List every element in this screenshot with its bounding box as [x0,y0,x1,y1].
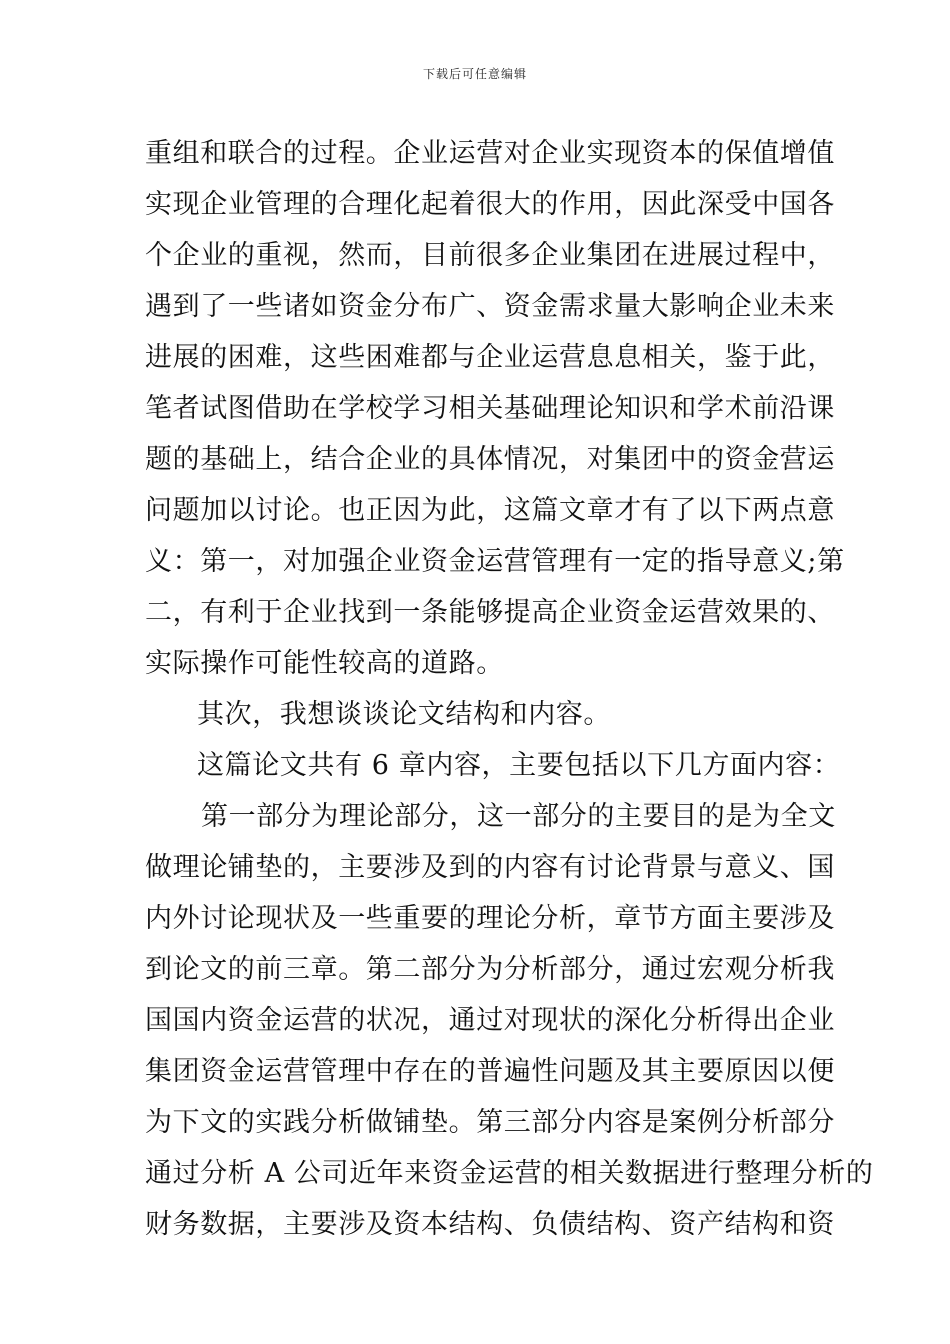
text-line: 实际操作可能性较高的道路。 [145,648,504,679]
text-line: 问题加以讨论。也正因为此，这篇文章才有了以下两点意 [145,495,835,526]
text-line: 内外讨论现状及一些重要的理论分析，章节方面主要涉及 [145,903,835,934]
text-line: 通过分析 A 公司近年来资金运营的相关数据进行整理分析的 [145,1158,874,1189]
paragraph-first-line: 这篇论文共有 6 章内容，主要包括以下几方面内容： [197,750,841,781]
text-line: 二，有利于企业找到一条能够提高企业资金运营效果的、 [145,597,835,628]
text-line: 题的基础上，结合企业的具体情况，对集团中的资金营运 [145,444,835,475]
text-line: 义：第一，对加强企业资金运营管理有一定的指导意义;第 [145,546,845,577]
text-line: 国国内资金运营的状况，通过对现状的深化分析得出企业 [145,1005,835,1036]
paragraph-first-line: 第一部分为理论部分，这一部分的主要目的是为全文 [201,801,836,832]
text-line: 遇到了一些诸如资金分布广、资金需求量大影响企业未来 [145,291,835,322]
paragraph-first-line: 其次，我想谈谈论文结构和内容。 [197,699,611,730]
text-line: 做理论铺垫的，主要涉及到的内容有讨论背景与意义、国 [145,852,835,883]
text-line: 为下文的实践分析做铺垫。第三部分内容是案例分析部分 [145,1107,835,1138]
page-header: 下载后可任意编辑 [422,67,527,81]
text-line: 笔者试图借助在学校学习相关基础理论知识和学术前沿课 [145,393,835,424]
text-line: 财务数据，主要涉及资本结构、负债结构、资产结构和资 [145,1209,835,1240]
text-line: 实现企业管理的合理化起着很大的作用，因此深受中国各 [145,189,835,220]
body-text [145,128,874,1250]
text-line: 进展的困难，这些困难都与企业运营息息相关，鉴于此， [145,342,835,373]
text-line: 集团资金运营管理中存在的普遍性问题及其主要原因以便 [145,1056,835,1087]
text-line: 重组和联合的过程。企业运营对企业实现资本的保值增值 [145,138,835,169]
text-line: 个企业的重视，然而，目前很多企业集团在进展过程中， [145,240,835,271]
text-line: 到论文的前三章。第二部分为分析部分，通过宏观分析我 [145,954,835,985]
